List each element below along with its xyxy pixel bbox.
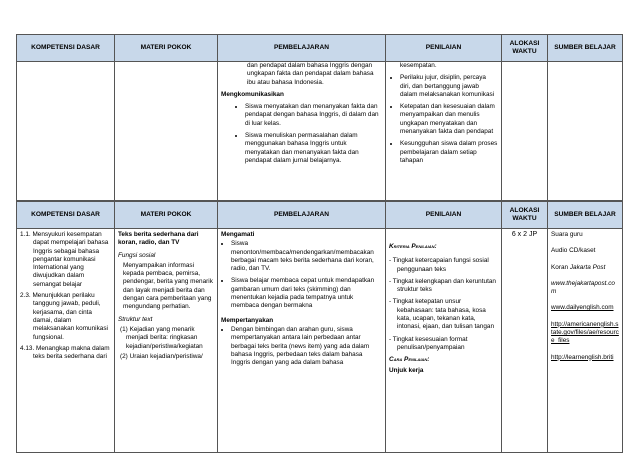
list-item: - Tingkat kelengkapan dan keruntutan struktur teks xyxy=(389,277,496,294)
list-item: • Ketepatan dan kesesuaian dalam menyampaikan dan menulis ungkapan menyatakan dan menanyakan fakta dan pendapat xyxy=(400,103,498,136)
cell-sumber xyxy=(548,62,623,201)
unjuk-kerja: Unjuk kerja xyxy=(389,366,424,374)
cell-alokasi xyxy=(502,62,548,201)
list-item: - Tingkat ketercapaian fungsi sosial penggunaan teks xyxy=(389,257,489,273)
header-kompetensi: KOMPETENSI DASAR xyxy=(17,35,115,62)
cell-penilaian xyxy=(386,62,502,201)
list-item: 2.3. Menunjukkan perilaku tanggung jawab, peduli, kerjasama, dan cinta damai, dalam melaksanakan komunikasi fungsional. xyxy=(20,292,108,341)
list-item: 4.13. Menangkap makna dalam teks berita sederhana dari xyxy=(20,344,110,361)
cell-kompetensi xyxy=(17,229,115,453)
header-materi: MATERI POKOK xyxy=(115,35,218,62)
alokasi-value: 6 x 2 JP xyxy=(511,231,538,238)
table-header-row xyxy=(17,202,623,229)
table-row xyxy=(17,229,623,453)
section-mengkomunikasikan: Mengkomunikasikan xyxy=(221,90,284,98)
header-alokasi: ALOKASI WAKTU xyxy=(502,35,548,62)
source-link[interactable]: http://americanenglish.state.gov/files/ae/resource_files xyxy=(551,320,619,345)
list-item: • Dengan bimbingan dan arahan guru, siswa mempertanyakan antara lain perbedaan antar berbagai teks berita (news item) yang ada dalam bahasa Inggris, perbedaan teks dalam bahasa Inggris dengan yang ada dalam bahasa xyxy=(231,326,382,367)
cell-sumber xyxy=(548,229,623,453)
list-item: • Siswa menonton/membaca/mendengarkan/membacakan berbagai macam teks berita sederhana dari koran, radio, dan TV. xyxy=(231,240,382,273)
list-item: 1.1. Mensyukuri kesempatan dapat mempelajari bahasa Inggris sebagai bahasa pengantar komunikasi International yang diwujudkan dalam semangat belajar xyxy=(20,231,109,288)
cell-pembelajaran xyxy=(218,229,386,453)
struktur-label: Struktur text xyxy=(118,315,153,323)
source-item: Audio CD/kaset xyxy=(551,247,596,255)
fungsi-text: Menyampaikan informasi kepada pembaca, pemirsa, pendengar, berita yang menarik dan layak menjadi berita dan dengan cara pemberitaan yang mengundang perhatian. xyxy=(123,261,213,311)
source-link[interactable]: www.dailyenglish.com xyxy=(551,304,614,312)
source-item: Koran Jakarta Post xyxy=(551,263,606,271)
list-item: • Kesungguhan siswa dalam proses pembelajaran dalam setiap tahapan xyxy=(400,140,498,165)
list-item: (1) Kejadian yang menarik menjadi berita: ringkasan kejadian/peristiwa/kegiatan xyxy=(120,325,203,350)
cell-penilaian xyxy=(386,229,502,453)
header-sumber: SUMBER BELAJAR xyxy=(548,202,623,229)
list-item: - Tingkat ketepatan unsur kebahasaan: tata bahasa, kosa kata, ucapan, tekanan kata, intonasi, ejaan, dan tulisan tangan xyxy=(389,298,494,331)
header-materi: MATERI POKOK xyxy=(115,202,218,229)
source-link[interactable]: http://learnenglish.briti xyxy=(551,353,614,361)
header-kompetensi: KOMPETENSI DASAR xyxy=(17,202,115,229)
list-item: (2) Uraian kejadian/peristiwa/ xyxy=(120,352,203,360)
cell-kompetensi xyxy=(17,62,115,201)
syllabus-table-top xyxy=(16,34,623,201)
syllabus-table-bottom xyxy=(16,201,623,453)
header-alokasi: ALOKASI WAKTU xyxy=(502,202,548,229)
section-mengamati: Mengamati xyxy=(221,231,255,238)
source-link[interactable]: www.thejakartapost.com xyxy=(551,279,615,296)
list-item: • Perilaku jujur, disiplin, percaya diri, dan bertanggung jawab dalam melaksanakan komunikasi xyxy=(400,74,498,99)
header-penilaian: PENILAIAN xyxy=(386,35,502,62)
continued-text: dan pendapat dalam bahasa Inggris dengan ungkapan fakta dan pendapat dalam bahasa ibu atau bahasa Indonesia. xyxy=(247,62,374,86)
table-header-row xyxy=(17,35,623,62)
header-sumber: SUMBER BELAJAR xyxy=(548,35,623,62)
section-mempertanyakan: Mempertanyakan xyxy=(221,316,274,324)
cell-materi xyxy=(115,62,218,201)
fungsi-label: Fungsi sosial xyxy=(118,251,156,259)
kriteria-label: Kriteria Penilaian: xyxy=(389,243,437,250)
header-penilaian: PENILAIAN xyxy=(386,202,502,229)
cara-label: Cara Penilaian: xyxy=(389,356,430,364)
list-item: - Tingkat kesesuaian format penulisan/penyampaian xyxy=(389,335,468,351)
header-pembelajaran: PEMBELAJARAN xyxy=(218,202,386,229)
cell-materi xyxy=(115,229,218,453)
cell-pembelajaran xyxy=(218,62,386,201)
source-item: Suara guru xyxy=(551,231,583,238)
table-row xyxy=(17,62,623,201)
continued-text: kesempatan. xyxy=(400,62,437,69)
list-item: • Siswa belajar membaca cepat untuk mendapatkan gambaran umum dari teks (skimming) dan menentukan kejadia pada tempatnya untuk membaca dengan bermakna xyxy=(231,277,382,310)
materi-title: Teks berita sederhana dari koran, radio, dan TV xyxy=(118,231,199,247)
list-item: • Siswa menyatakan dan menanyakan fakta dan pendapat dengan bahasa Inggris, di dalam dan di luar kelas. xyxy=(245,103,382,128)
cell-alokasi xyxy=(502,229,548,453)
list-item: • Siswa menuliskan permasalahan dalam menggunakan bahasa Inggris untuk menyatakan dan menanyakan fakta dan pendapat dalam jurnal belajarnya. xyxy=(245,132,382,165)
header-pembelajaran: PEMBELAJARAN xyxy=(218,35,386,62)
